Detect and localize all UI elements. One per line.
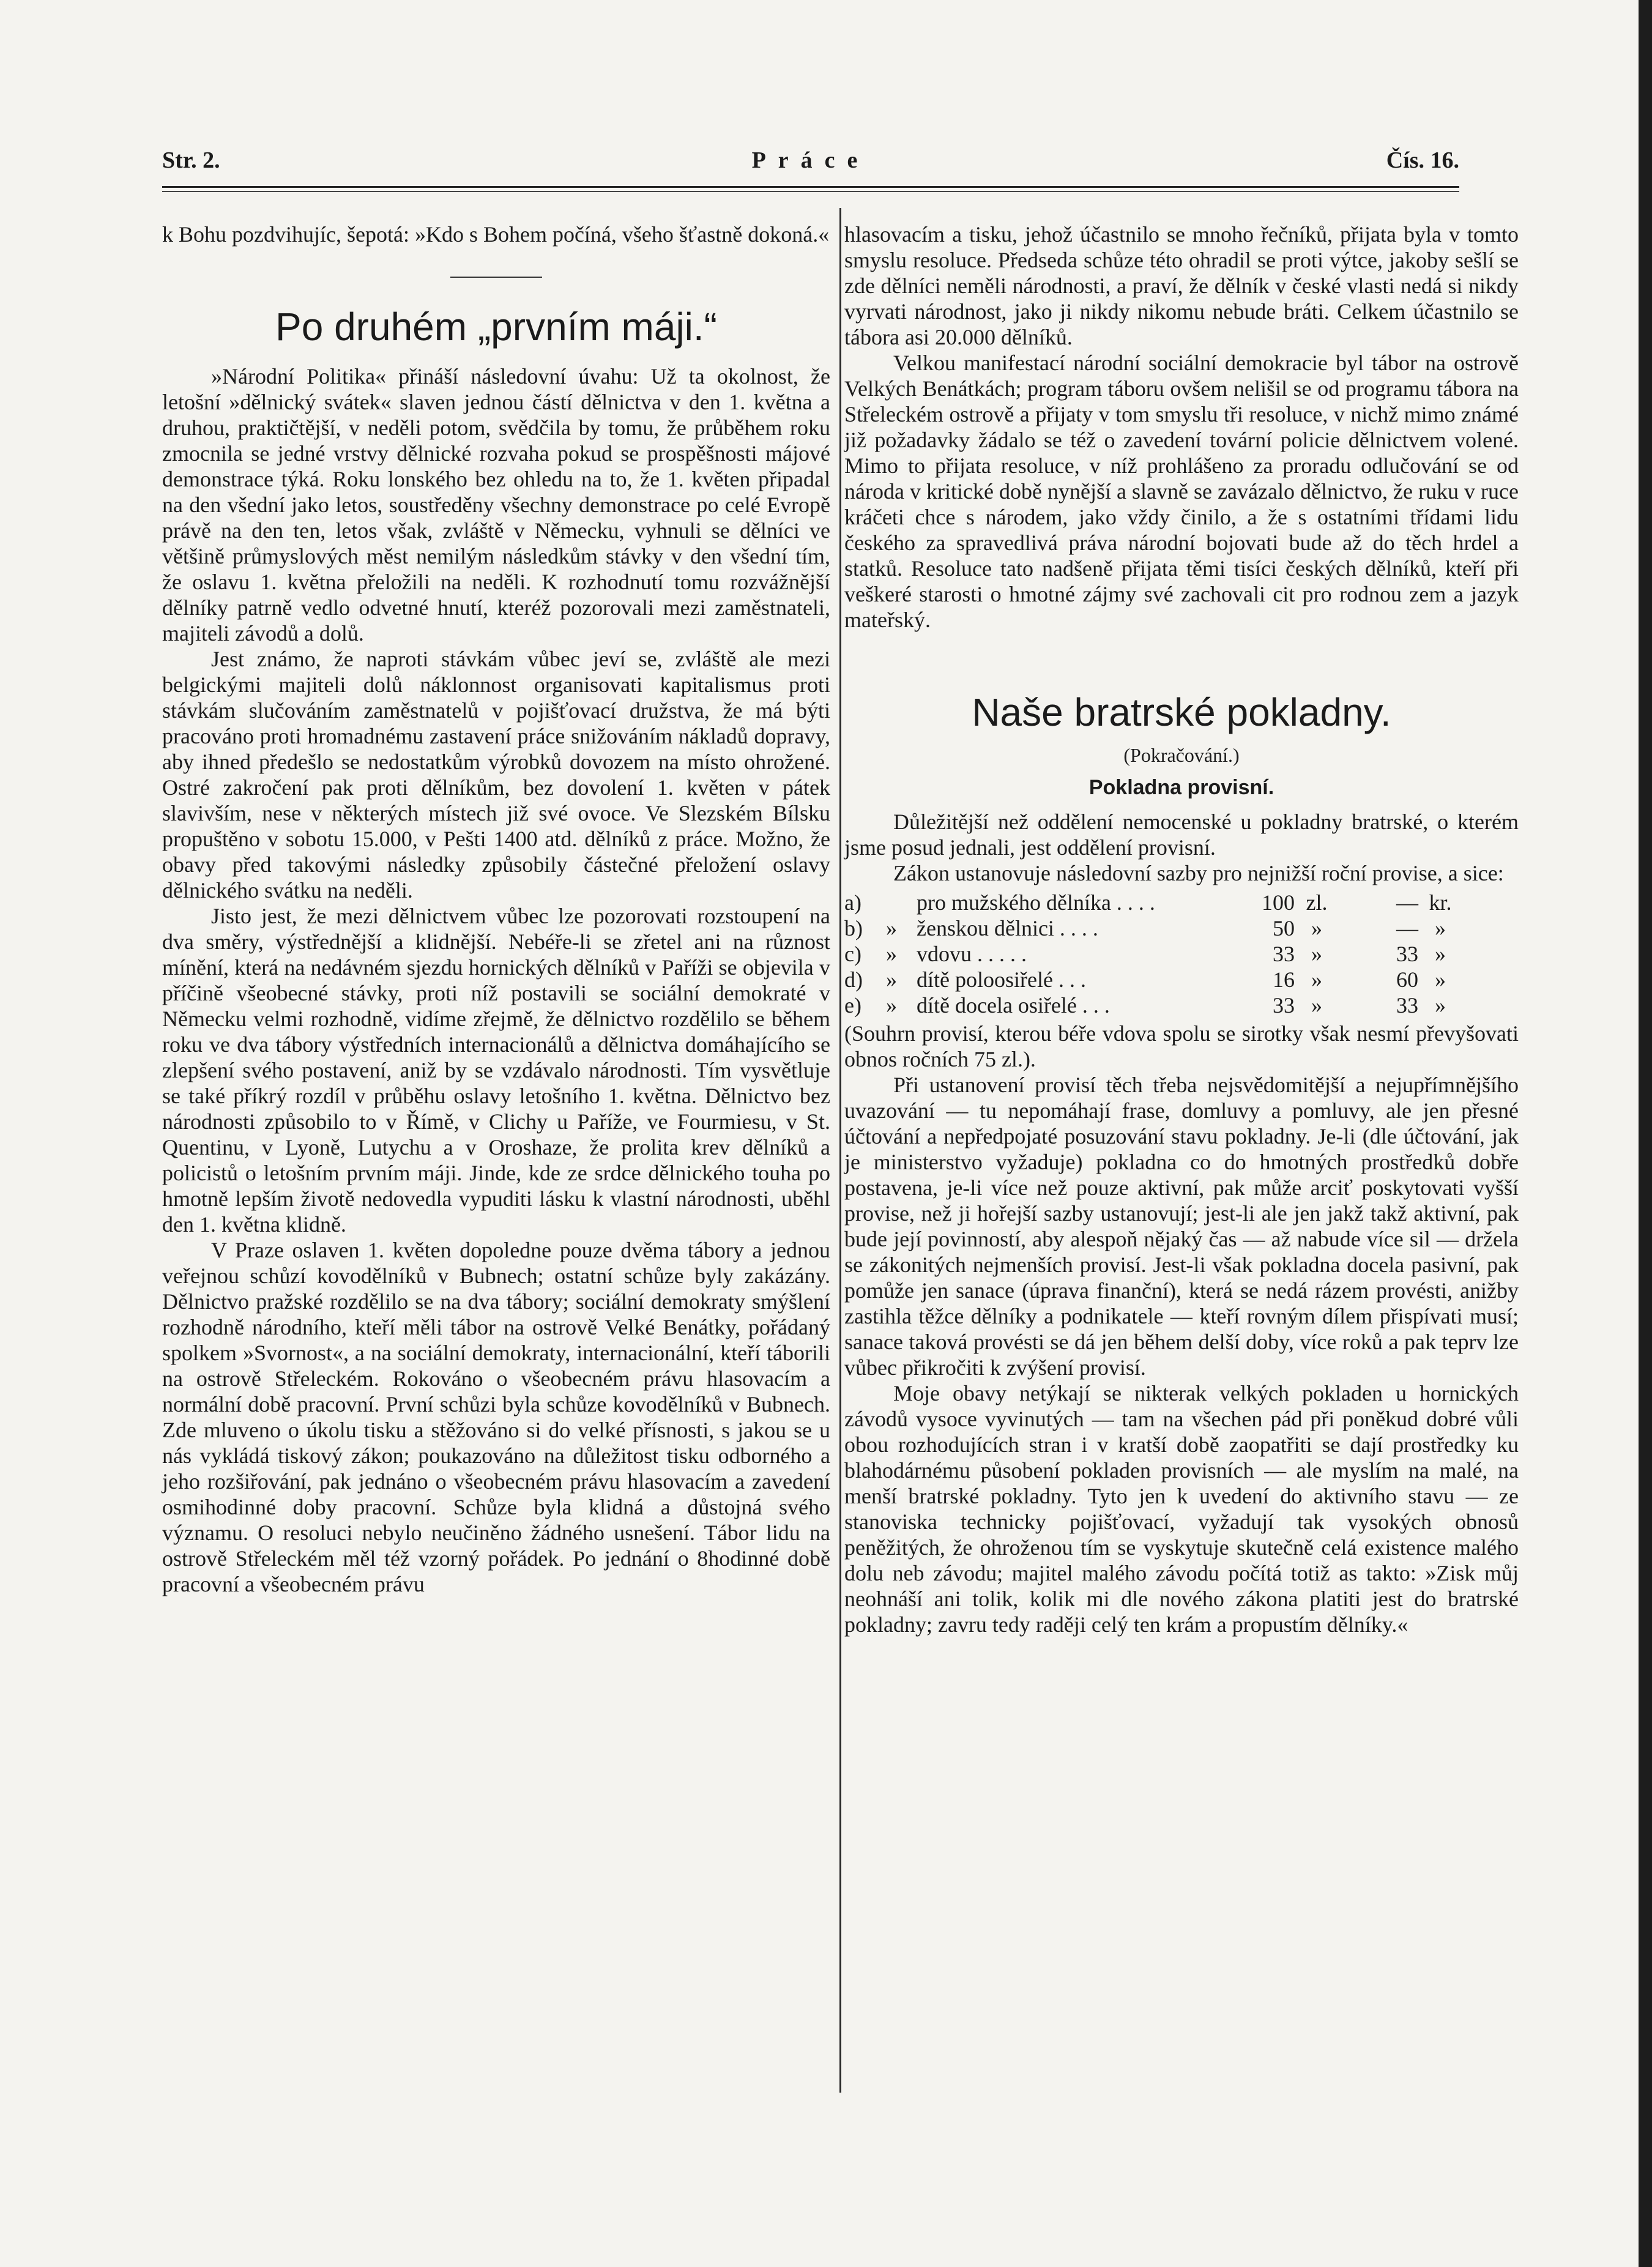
paragraph: Jisto jest, že mezi dělnictvem vůbec lze pozorovati rozstoupení na dva směry, výstřednější a klidnější. Nebéře-li se zřetel ani na různost mínění, která na nedávném sjezdu hornických dělníků v Paříži se objevila v příčině všeobecné stávky, proti níž postavili se sociální demokraté v Německu velmi rozhodně, vidíme zřejmě, že dělnictvo rozdělilo se během roku ve dva tábory výstředních internacionálů a dělnictva domáhajícího se zlepšení svého postavení, aniž by se vzdávalo národnosti. Tím vysvětluje se také příkrý rozdíl v průběhu oslavy letošního 1. května. Dělnictvo bez národnosti způsobilo to v Římě, v Clichy u Paříže, ve Fourmiesu, v St. Quentinu, v Lyoně, Lutychu a v Oroshaze, že prolita krev dělníků a policistů o letošním prvním máji. Jinde, kde ze srdce dělnického touha po hmotně lepším životě nedovedla vypuditi lásku k vlastní národnosti, uběhl den 1. května klidně.: [162, 904, 830, 1237]
rate-ditto: »: [886, 967, 897, 992]
rate-key: c): [844, 942, 861, 966]
right-column: [844, 221, 1519, 1637]
rate-key: b): [844, 916, 863, 940]
rate-ditto: »: [886, 916, 897, 940]
column-divider: [839, 208, 841, 2093]
provision-rates-table: [844, 890, 1519, 1018]
paragraph: Důležitější než oddělení nemocenské u pokladny bratrské, o kterém jsme posud jednali, jest oddělení provisní.: [844, 810, 1519, 860]
separator: [450, 277, 542, 278]
paragraph: Velkou manifestací národní sociální demokracie byl tábor na ostrově Velkých Benátkách; program táboru ovšem nelišil se od programu tábora na Střeleckém ostrově a přijaty v tom smyslu tři resoluce, v nichž mimo známé již požadavky žádalo se též o zavedení tovární policie dělnictvem volené. Mimo to přijata resoluce, v níž prohlášeno za proradu odlučování se od národa v kritické době nynější a slavně se zavázalo dělnictvo, že ruku v ruce kráčeti chce s národem, jako vždy činilo, a že s ostatními třídami lidu českého za spravedlivá práva národní bojovati bude až do těch hrdel a statků. Resoluce tato nadšeně přijata těmi tisíci českých dělníků, kteří při veškeré starosti o hmotné zájmy své zachovali cit pro rodnou zem a jazyk mateřský.: [844, 351, 1519, 632]
header-rule: [162, 186, 1459, 188]
rate-kr: —: [1396, 890, 1418, 915]
rate-label: vdovu . . . . .: [917, 942, 1027, 966]
scan-edge: [1639, 0, 1652, 2267]
rate-label: pro mužského dělníka . . . .: [917, 890, 1155, 915]
rate-kr: 33: [1396, 942, 1418, 966]
rate-unit: »: [1311, 993, 1322, 1018]
paragraph: Jest známo, že naproti stávkám vůbec jeví se, zvláště ale mezi belgickými majiteli dolů náklonnost organisovati kapitalismus proti stávkám slučováním zaměstnatelů v pojišťovací družstva, že má býti pracováno proti hromadnému zastavení práce snižováním nákladů dopravy, aby ihned předešlo se nedostatkům výrobků dovozem na místo ohrožené. Ostré zakročení pak proti dělníkům, bez dovolení 1. květen v pátek slavivším, nese v některých místech již své ovoce. Ve Slezském Bílsku propuštěno v sobotu 15.000, v Pešti 1400 atd. dělníků z práce. Možno, že obavy před takovými následky způsobily částečné přeložení oslavy dělnického svátku na neděli.: [162, 647, 830, 903]
rate-unit: »: [1435, 967, 1446, 992]
paragraph: »Národní Politika« přináší následovní úvahu: Už ta okolnost, že letošní »dělnický svátek« slaven jednou částí dělnictva v den 1. května a druhou, praktičtější, v neděli potom, svědčila by tomu, že průběhem roku zmocnila se jedné vrstvy dělnické rozvaha pokud se prospěšnosti májové demonstrace týká. Roku lonského bez ohledu na to, že 1. květen připadal na den všední jako letos, soustředěny všechny demonstrace po celé Evropě právě na den ten, letos však, zvláště v Německu, vyhnuli se dělníci ve většině průmyslových měst nemilým následkům stávky v den všední tím, že oslavu 1. května přeložili na neděli. K rozhodnutí tomu rozvážnější dělníky patrně vedlo odvetné hnutí, kteréž pozorovali mezi zaměstnateli, majiteli závodů a dolů.: [162, 364, 830, 646]
rate-ditto: »: [886, 942, 897, 966]
rate-row: [844, 941, 1519, 967]
rate-zl: 33: [1273, 942, 1295, 966]
rate-zl: 100: [1262, 890, 1295, 915]
paragraph: Při ustanovení provisí těch třeba nejsvědomitější a nejupřímnějšího uvazování — tu nepomáhají frase, domluvy a pomluvy, ale jen přesné účtování a nepředpojaté posuzování stavu pokladny. Je-li (dle účtování, jak je ministerstvo vyžaduje) pokladna co do hmotných prostředků dobře postavena, je-li více než pouze aktivní, pak může arciť poskytovati vyšší provise, než ji hořejší sazby ustanovují; jest-li ale jen jakž takž aktivní, pak bude její povinností, aby alespoň nějaký čas — až nabude více sil — držela se zákonitých nejmenších provisí. Jest-li však pokladna docela pasivní, pak pomůže jen sanace (úprava finanční), která se nedá rázem provésti, anižby zastihla těžce dělníky a podnikatele — kteří rovným dílem přispívati musí; sanace taková provésti se dá jen během delší doby, více roků a pak teprv lze vůbec přikročiti k zvýšení provisí.: [844, 1073, 1519, 1380]
header-rule-thin: [162, 191, 1459, 192]
rate-key: a): [844, 890, 861, 915]
paragraph: hlasovacím a tisku, jehož účastnilo se mnoho řečníků, přijata byla v tomto smyslu resoluce. Předseda schůze této ohradil se proti výtce, jakoby sešlí se zde dělníci neměli národnosti, a praví, že dělník v české vlasti nedá si nikdy vyrvati národnost, jako ji nikdy nikomu nebude bráti. Celkem účastnilo se tábora asi 20.000 dělníků.: [844, 222, 1519, 349]
article-title: Naše bratrské pokladny.: [972, 690, 1391, 734]
rate-zl: 16: [1273, 967, 1295, 992]
rate-unit: »: [1311, 916, 1322, 940]
article-title: Po druhém „prvním máji.“: [275, 305, 717, 349]
rate-row: [844, 967, 1519, 992]
paper-title: Práce: [751, 147, 870, 173]
paragraph: Moje obavy netýkají se nikterak velkých pokladen u hornických závodů vysoce vyvinutých — tam na všechen pád při poněkud dobré vůli obou rozhodujících stran i v kratší době zaopatřiti se dají prostředky ku blahodárnému působení pokladen provisních — ale myslím na malé, na menší bratrské pokladny. Tyto jen k uvedení do aktivního stavu — ze stanoviska technicky pojišťovací, vyžadují tak vysokých obnosů peněžitých, že ohroženou tím se vyskytuje skutečně celá existence malého dolu neb závodu; majitel malého závodu počítá totiž as takto: »Zisk můj neohnáší ani tolik, kolik mi dle nového zákona platiti jest do bratrské pokladny; zavru tedy raději celý ten krám a propustím dělníky.«: [844, 1381, 1519, 1637]
rate-ditto: »: [886, 993, 897, 1018]
article-subtitle: (Pokračování.): [1123, 744, 1240, 766]
rate-unit: »: [1435, 916, 1446, 940]
rate-unit: »: [1311, 942, 1322, 966]
left-column: [162, 221, 830, 1597]
rate-kr: 60: [1396, 967, 1418, 992]
rate-key: d): [844, 967, 863, 992]
rate-label: dítě docela osiřelé . . .: [917, 993, 1110, 1018]
rates-note: (Souhrn provisí, kterou béře vdova spolu se sirotky však nesmí převyšovati obnos ročních 75 zl.).: [844, 1021, 1519, 1071]
rate-label: dítě poloosiřelé . . .: [917, 967, 1086, 992]
rate-unit: »: [1435, 942, 1446, 966]
rate-row: [844, 890, 1519, 915]
rate-unit: »: [1435, 993, 1446, 1018]
rate-zl: 33: [1273, 993, 1295, 1018]
rate-zl: 50: [1273, 916, 1295, 940]
rate-kr: 33: [1396, 993, 1418, 1018]
rate-label: ženskou dělnici . . . .: [917, 916, 1098, 940]
rate-key: e): [844, 993, 861, 1018]
issue-number: Čís. 16.: [1386, 147, 1459, 173]
section-heading: Pokladna provisní.: [1088, 776, 1274, 799]
rate-kr: —: [1396, 916, 1418, 940]
paragraph: Zákon ustanovuje následovní sazby pro nejnižší roční provise, a sice:: [893, 861, 1504, 885]
rate-unit: kr.: [1429, 890, 1452, 915]
rate-row: [844, 992, 1519, 1018]
rate-unit: zl.: [1306, 890, 1328, 915]
rate-unit: »: [1311, 967, 1322, 992]
intro-text: k Bohu pozdvihujíc, šepotá: »Kdo s Bohem počíná, všeho šťastně dokoná.«: [162, 222, 830, 247]
paragraph: V Praze oslaven 1. květen dopoledne pouze dvěma tábory a jednou veřejnou schůzí kovodělníků v Bubnech; ostatní schůze byly zakázány. Dělnictvo pražské rozdělilo se na dva tábory; sociální demokraty smýšlení rozhodně národního, kteří měli tábor na ostrově Velké Benátky, pořádaný spolkem »Svornost«, a na sociální demokraty, internacionální, kteří táborili na ostrově Střeleckém. Rokováno o všeobecném právu hlasovacím a normální době pracovní. První schůzi byla schůze kovodělníků v Bubnech. Zde mluveno o úkolu tisku a stěžováno si do velké přísnosti, s jakou se u nás vykládá tiskový zákon; poukazováno na důležitost tisku odborného a jeho rozšiřování, pak jednáno o všeobecném právu hlasovacím a zavedení osmihodinné doby pracovní. Schůze byla klidná a důstojná svého významu. O resoluci nebylo neučiněno žádného usnešení. Tábor lidu na ostrově Střeleckém měl též vzorný pořádek. Po jednání o 8hodinné době pracovní a všeobecném právu: [162, 1238, 830, 1596]
page-header: [162, 147, 1459, 184]
page-number: Str. 2.: [162, 147, 220, 173]
rate-row: [844, 915, 1519, 941]
